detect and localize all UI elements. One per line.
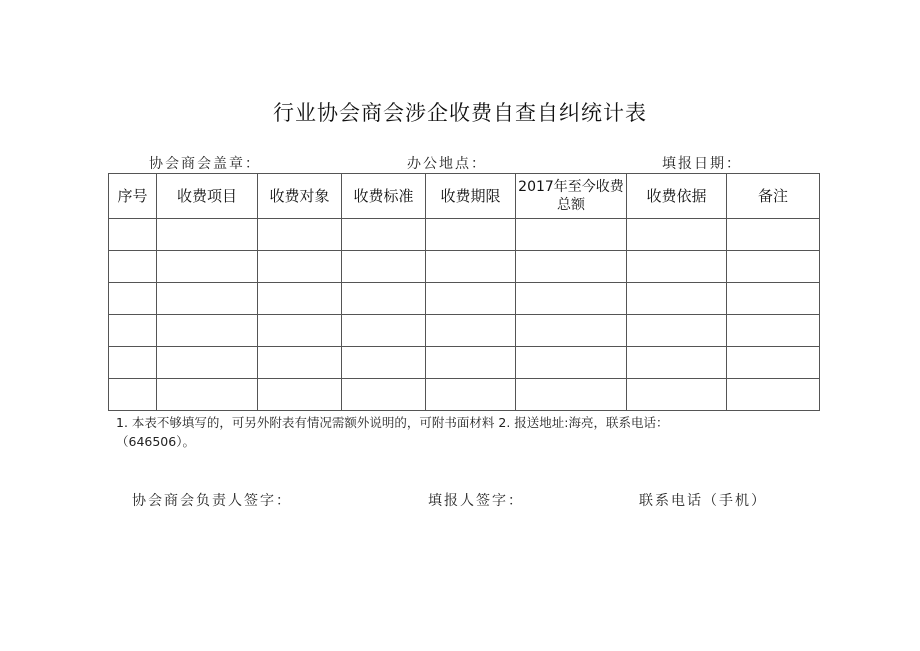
- table-cell[interactable]: [516, 219, 627, 251]
- table-row: [109, 315, 820, 347]
- table-cell[interactable]: [109, 283, 157, 315]
- table-cell[interactable]: [516, 379, 627, 411]
- table-header-row: [109, 174, 820, 219]
- table-cell[interactable]: [727, 219, 820, 251]
- table-cell[interactable]: [426, 315, 516, 347]
- table-cell[interactable]: [157, 251, 258, 283]
- table-cell[interactable]: [109, 251, 157, 283]
- table-row: [109, 347, 820, 379]
- table-cell[interactable]: [109, 315, 157, 347]
- fee-statistics-table: [108, 173, 820, 411]
- table-cell[interactable]: [426, 251, 516, 283]
- filler-signature-label: 填报人签字：: [428, 493, 524, 509]
- table-cell[interactable]: [426, 219, 516, 251]
- column-header-serial: 序号: [109, 174, 157, 219]
- table-cell[interactable]: [342, 283, 426, 315]
- table-cell[interactable]: [258, 283, 342, 315]
- table-cell[interactable]: [727, 315, 820, 347]
- table-cell[interactable]: [157, 347, 258, 379]
- table-row: [109, 219, 820, 251]
- table-cell[interactable]: [727, 283, 820, 315]
- table-cell[interactable]: [258, 251, 342, 283]
- table-cell[interactable]: [627, 283, 727, 315]
- table-cell[interactable]: [342, 219, 426, 251]
- fill-date-label: 填报日期：: [662, 156, 742, 172]
- table-cell[interactable]: [157, 315, 258, 347]
- table-row: [109, 283, 820, 315]
- table-cell[interactable]: [426, 347, 516, 379]
- table-cell[interactable]: [258, 219, 342, 251]
- table-cell[interactable]: [109, 347, 157, 379]
- footnote-line-1: 1. 本表不够填写的，可另外附表有情况需额外说明的，可附书面材料 2. 报送地址:海亮，联系电话：: [116, 415, 669, 430]
- document-title: 行业协会商会涉企收费自查自纠统计表: [273, 101, 647, 125]
- table-cell[interactable]: [627, 315, 727, 347]
- table-cell[interactable]: [426, 379, 516, 411]
- table-cell[interactable]: [516, 283, 627, 315]
- table-cell[interactable]: [109, 379, 157, 411]
- contact-phone-label: 联系电话（手机）: [639, 493, 767, 509]
- head-signature-label: 协会商会负责人签字：: [132, 493, 292, 509]
- column-header-fee-basis: 收费依据: [627, 174, 727, 219]
- table-cell[interactable]: [727, 251, 820, 283]
- table-cell[interactable]: [342, 315, 426, 347]
- table-cell[interactable]: [258, 347, 342, 379]
- table-cell[interactable]: [109, 219, 157, 251]
- table-cell[interactable]: [516, 315, 627, 347]
- table-cell[interactable]: [157, 283, 258, 315]
- column-header-total-since-2017: 2017年至今收费总额: [516, 174, 627, 219]
- org-seal-label: 协会商会盖章：: [149, 156, 261, 172]
- column-header-remarks: 备注: [727, 174, 820, 219]
- table-cell[interactable]: [627, 251, 727, 283]
- table-cell[interactable]: [342, 251, 426, 283]
- table-row: [109, 379, 820, 411]
- column-header-fee-target: 收费对象: [258, 174, 342, 219]
- table-cell[interactable]: [342, 347, 426, 379]
- footnote-line-2: （646506）。: [116, 434, 195, 449]
- office-address-label: 办公地点：: [407, 156, 487, 172]
- column-header-fee-standard: 收费标准: [342, 174, 426, 219]
- table-cell[interactable]: [516, 251, 627, 283]
- column-header-fee-item: 收费项目: [157, 174, 258, 219]
- table-cell[interactable]: [258, 379, 342, 411]
- table-cell[interactable]: [627, 347, 727, 379]
- table-cell[interactable]: [727, 347, 820, 379]
- table-cell[interactable]: [157, 379, 258, 411]
- table-row: [109, 251, 820, 283]
- footnote: [116, 413, 756, 451]
- table-cell[interactable]: [258, 315, 342, 347]
- table-cell[interactable]: [627, 379, 727, 411]
- table-cell[interactable]: [516, 347, 627, 379]
- table-cell[interactable]: [157, 219, 258, 251]
- table-cell[interactable]: [342, 379, 426, 411]
- column-header-fee-period: 收费期限: [426, 174, 516, 219]
- table-cell[interactable]: [627, 219, 727, 251]
- table-cell[interactable]: [727, 379, 820, 411]
- table-cell[interactable]: [426, 283, 516, 315]
